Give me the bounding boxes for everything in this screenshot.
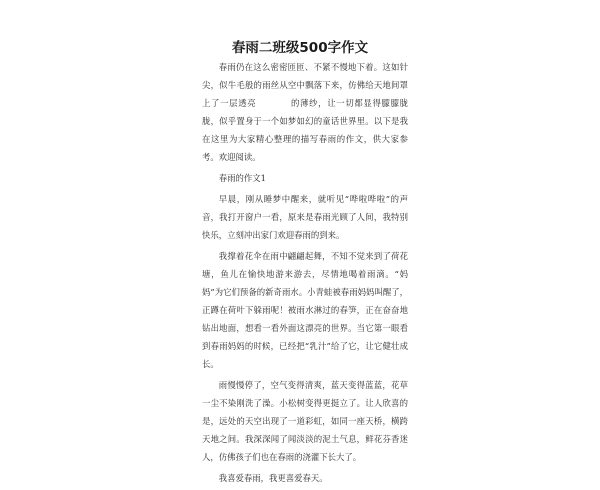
essay-paragraph-2: 我撑着花伞在雨中翩翩起舞，不知不觉来到了荷花塘，鱼儿在愉快地游来游去，尽情地喝着雨滴。“妈妈”为它们预备的新奇雨水。小青蛙被春雨妈妈叫醒了，正蹲在荷叶下躲雨呢！被雨水淋过的春笋，正在奋奋地钻出地面，想看一看外面这漂亮的世界。当它第一眼看到春雨妈妈的时候，已经把“乳汁”给了它，让它健壮成长。	[202, 251, 408, 369]
document-title: 春雨二班级500字作文	[231, 40, 369, 56]
intro-text-end: 的薄纱，让一切都显得朦朦胧胧，似乎置身于一个如梦如幻的童话世界里。以下是我在这里为大家精心整理的描写春雨的作文，供大家参考。欢迎阅读。	[202, 98, 409, 162]
essay-paragraph-4: 我喜爱春雨，我更喜爱春天。	[218, 473, 328, 483]
essay-heading: 春雨的作文1	[218, 173, 266, 183]
intro-text-start: 春雨仍在这么密密匝匝、不紧不慢地下着。这如针尖，似牛毛般的雨丝从空中飘落下来，仿佛给天地间罩上了一层透亮	[202, 62, 408, 108]
essay-paragraph-3: 雨慢慢停了，空气变得清爽，蓝天变得蓝蓝，花草一尘不染刚洗了澡。小松树变得更挺立了。让人欣喜的是，远处的天空出现了一道彩虹，如同一座天桥，横跨天地之间。我深深闻了闻淡淡的泥土气息，鲜花芬香迷人，仿佛孩子们也在春雨的浇灌下长大了。	[202, 380, 408, 462]
document-body	[202, 58, 408, 490]
essay-paragraph-1: 早晨，刚从睡梦中醒来，就听见“哗啦哗啦”的声音，我打开窗户一看，原来是春雨光顾了人间，我特别快乐，立刻冲出家门欢迎春雨的到来。	[202, 194, 408, 240]
intro-paragraph	[202, 58, 408, 166]
